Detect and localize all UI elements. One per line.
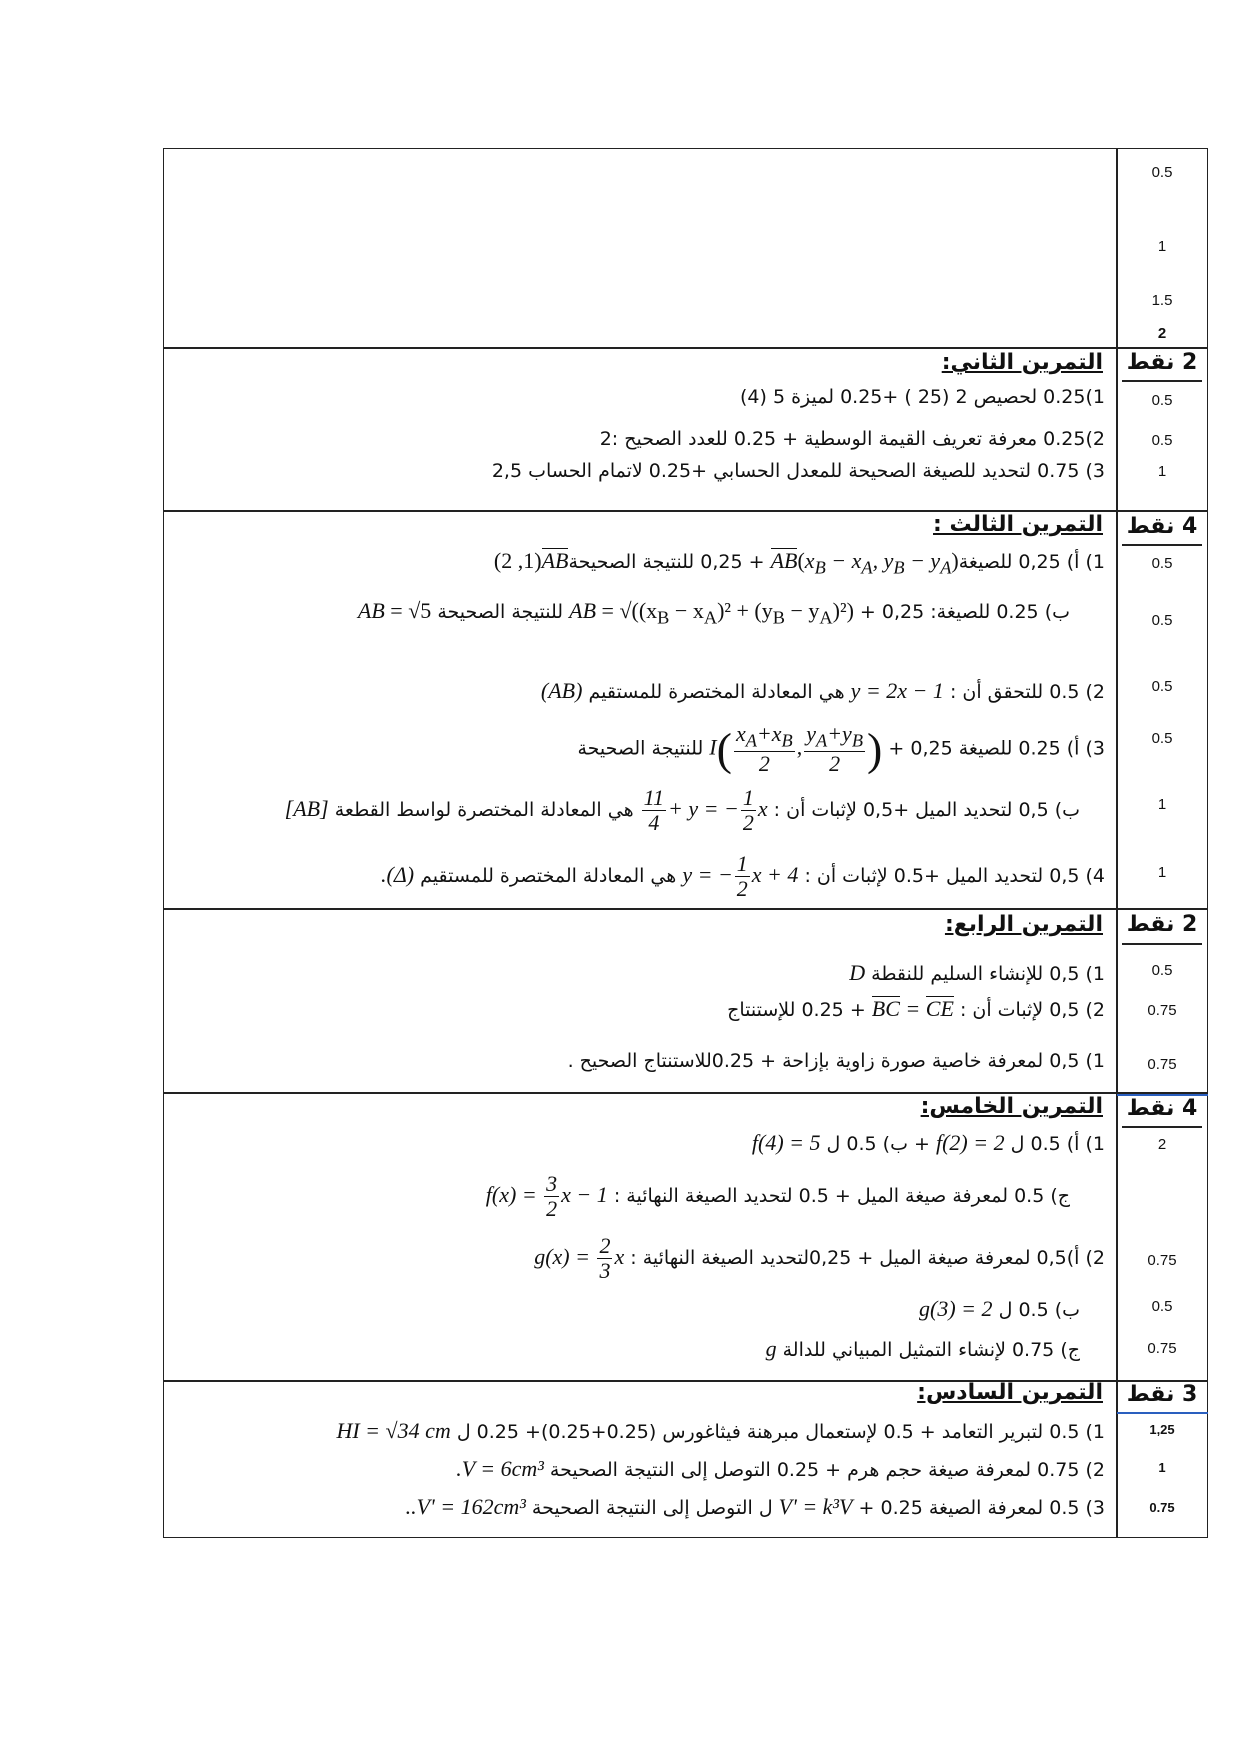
row-divider [163, 347, 1208, 349]
exercise-title: التمرين الثاني: [941, 350, 1103, 375]
score: 0.75 [1149, 1500, 1175, 1515]
score: 1 [1157, 796, 1167, 813]
exercise-points: 2 نقط [1126, 350, 1198, 375]
score: 0.5 [1151, 678, 1173, 695]
exercise-title: التمرين الثالث : [933, 512, 1103, 537]
answer-line: 2) 0.5 للتحقق أن : y = 2x − 1 هي المعادلة المختصرة للمستقيم (AB) [540, 678, 1105, 703]
score: 0.75 [1147, 1252, 1177, 1269]
answer-line: 3) 0.5 لمعرفة الصيغة V' = k³V + 0.25 ل التوصل إلى النتيجة الصحيحة V' = 162cm³.. [405, 1494, 1105, 1519]
answer-line: 1) أ) 0,25 $للصيغة(x_B - x_A$, $y_B - y_A)AB + 0,25$ للنتيجة الصحيحةAB(1, 2) [493, 548, 1105, 578]
score: 0.5 [1151, 1298, 1173, 1315]
score: 2 [1157, 1136, 1167, 1153]
answer-line: 3) أ) 0.25 للصيغة I( $\frac{x_A+x_B}{2}$ , $\frac{y_A+y_B}{2}$ ) + 0,25 للنتيجة الصحيحة [577, 721, 1105, 776]
points-underline [1122, 943, 1202, 945]
score: 0.75 [1147, 1056, 1177, 1073]
answer-line: ب) 0.5 ل g(3) = 2 [919, 1296, 1080, 1321]
answer-line: 2) أ)0,5 لمعرفة صيغة الميل + 0,25لتحديد الصيغة النهائية : g(x) = $\frac{2}{3}$ x [534, 1233, 1105, 1284]
score: 1 [1157, 864, 1167, 881]
exercise-points: 3 نقط [1126, 1382, 1198, 1407]
answer-line: ب) 0.25 للصيغة: AB = $√((x_B - x_A)^2 + (y_B - y_A)^2) + 0,25$ للنتيجة الصحيحة AB = √5 [357, 598, 1070, 628]
points-underline [1122, 1126, 1202, 1128]
exercise-points: 2 نقط [1126, 912, 1198, 937]
answer-line: ج) 0.75 لإنشاء التمثيل المبياني للدالة g [765, 1336, 1080, 1361]
score: 1 [1158, 1460, 1166, 1475]
answer-line: 3) 0.75 لتحديد للصيغة الصحيحة للمعدل الحسابي +0.25 لاتمام الحساب 2,5 [491, 460, 1105, 482]
score: 1.5 [1151, 292, 1173, 309]
exercise-title: التمرين الرابع: [944, 912, 1103, 937]
score: 0.5 [1151, 555, 1173, 572]
exercise-points: 4 نقط [1126, 514, 1198, 539]
exercise-title: التمرين السادس: [917, 1380, 1103, 1405]
answer-line: 1) أ) 0.5 ل f(2) = 2 + ب) 0.5 ل f(4) = 5 [751, 1130, 1105, 1155]
answer-line: ج) 0.5 لمعرفة صيغة الميل + 0.5 لتحديد الصيغة النهائية : f(x) = $\frac{3}{2}$ x − 1 [485, 1171, 1070, 1222]
answer-line: 2) 0,5 لإثبات أن : CE = BC + 0.25 للإستنتاج [727, 996, 1105, 1021]
answer-line: 2) 0.75 لمعرفة صيغة حجم هرم + 0.25 التوصل إلى النتيجة الصحيحة V = 6cm³. [456, 1456, 1105, 1481]
score: 1 [1157, 238, 1167, 255]
answer-line: 2)0.25 معرفة تعريف القيمة الوسطية + 0.25 للعدد الصحيح :2 [599, 428, 1105, 450]
score: 1,25 [1149, 1422, 1175, 1437]
answer-line: 1) 0,5 للإنشاء السليم للنقطة D [849, 960, 1105, 985]
exercise-title: التمرين الخامس: [920, 1094, 1103, 1119]
answer-line: ب) 0,5 لتحديد الميل +0,5 لإثبات أن : y = − $\frac{1}{2}$ x + $\frac{11}{4}$ هي المعادلة المختصرة لواسط القطعة [AB] [284, 785, 1080, 836]
answer-line: 1) 0.5 لتبرير التعامد + 0.5 لإستعمال مبرهنة فيثاغورس (0.25+0.25)+ 0.25 ل HI = √34 cm [336, 1418, 1105, 1443]
row-divider-blue [1117, 1412, 1208, 1414]
answer-line: 1) 0,5 لمعرفة خاصية صورة زاوية بإزاحة + 0.25للاستنتاج الصحيح . [567, 1050, 1105, 1072]
points-underline [1122, 544, 1202, 546]
score: 0.5 [1151, 392, 1173, 409]
score: 2 [1157, 325, 1167, 342]
score: 0.5 [1151, 432, 1173, 449]
score: 0.5 [1151, 730, 1173, 747]
score: 0.5 [1151, 164, 1173, 181]
answer-line: 1)0.25 لحصيص 2 (25 ) +0.25 لميزة 5 (4) [739, 386, 1105, 408]
score: 0.5 [1151, 612, 1173, 629]
score: 0.5 [1151, 962, 1173, 979]
score: 0.75 [1147, 1002, 1177, 1019]
points-underline [1122, 380, 1202, 382]
answer-line: 4) 0,5 لتحديد الميل +0.5 لإثبات أن : y = − $\frac{1}{2}$ x + 4 هي المعادلة المختصرة للمستقيم (Δ). [381, 851, 1105, 902]
score: 1 [1157, 463, 1167, 480]
score: 0.75 [1147, 1340, 1177, 1357]
row-divider [163, 908, 1208, 910]
exercise-points: 4 نقط [1126, 1096, 1198, 1121]
